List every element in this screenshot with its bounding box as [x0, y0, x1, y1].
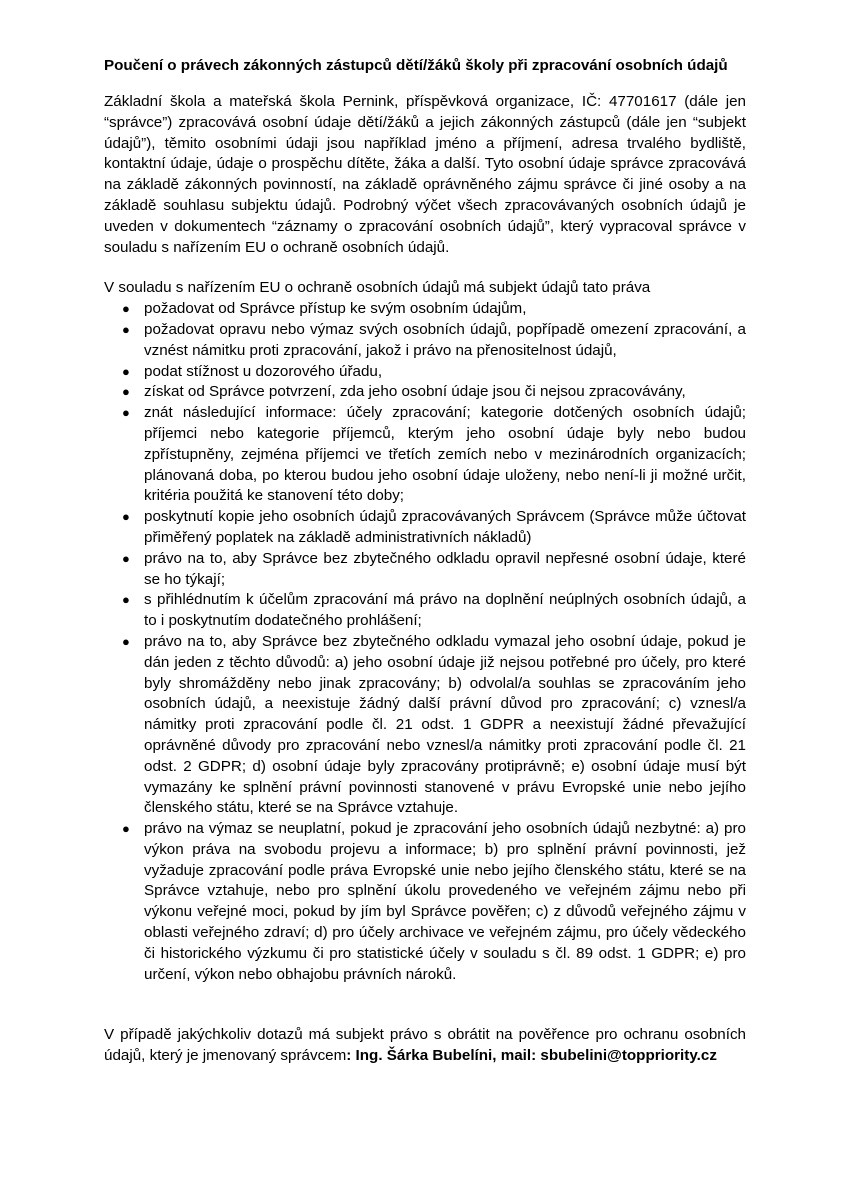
bullet-icon: ● — [122, 509, 130, 525]
list-item-text: právo na výmaz se neuplatní, pokud je zpracování jeho osobních údajů nezbytné: a) pro výkon práva na svobodu projevu a informace; b) pro splnění právní povinnosti, jež vyžaduje zpracování podle práva Evropské unie nebo jejího členského státu, které se na Správce vztahuje, nebo pro splnění úkolu provedeného ve veřejném zájmu nebo při výkonu veřejné moci, pokud by jím byl Správce pověřen; c) z důvodů veřejného zájmu v oblasti veřejného zdraví; d) pro účely archivace ve veřejném zájmu, pro účely vědeckého či historického výzkumu či pro statistické účely v souladu s čl. 89 odst. 1 GDPR; e) pro určení, výkon nebo obhajobu právních nároků. — [144, 820, 746, 983]
list-item-text: získat od Správce potvrzení, zda jeho osobní údaje jsou či nejsou zpracovávány, — [144, 383, 686, 401]
list-item-text: znát následující informace: účely zpracování; kategorie dotčených osobních údajů; příjemci nebo kategorie příjemců, kterým jeho osobní údaje byly nebo budou zpřístupněny, zejména příjemci ve třetích zemích nebo v mezinárodních organizacích; plánovaná doba, po kterou budou jeho osobní údaje uloženy, nebo není-li ji možné určit, kritéria použitá ke stanovení této doby; — [144, 404, 746, 505]
list-item — [104, 382, 746, 403]
contact-info: : Ing. Šárka Bubelíni, mail: sbubelini@toppriority.cz — [346, 1047, 717, 1065]
bullet-icon: ● — [122, 363, 130, 379]
list-item-text: právo na to, aby Správce bez zbytečného odkladu opravil nepřesné osobní údaje, které se ho týkají; — [144, 549, 746, 588]
list-item-text: požadovat od Správce přístup ke svým osobním údajům, — [144, 300, 527, 318]
bullet-icon: ● — [122, 384, 130, 400]
bullet-icon: ● — [122, 405, 130, 421]
closing-paragraph — [104, 1025, 746, 1067]
bullet-icon: ● — [122, 821, 130, 837]
list-item — [104, 403, 746, 507]
bullet-icon: ● — [122, 550, 130, 566]
list-item — [104, 507, 746, 549]
closing-text: V případě jakýchkoliv dotazů má subjekt právo s obrátit na pověřence pro ochranu osobních údajů, který je jmenovaný správcem — [104, 1026, 746, 1065]
list-item-text: s přihlédnutím k účelům zpracování má právo na doplnění neúplných osobních údajů, a to i poskytnutím dodatečného prohlášení; — [144, 591, 746, 630]
document-title: Poučení o právech zákonných zástupců dětí/žáků školy při zpracování osobních údajů — [104, 57, 728, 74]
list-item — [104, 590, 746, 632]
rights-intro: V souladu s nařízením EU o ochraně osobních údajů má subjekt údajů tato práva — [104, 279, 651, 297]
bullet-icon: ● — [122, 592, 130, 608]
list-item — [104, 320, 746, 362]
bullet-icon: ● — [122, 301, 130, 317]
document-page — [104, 56, 746, 1067]
bullet-icon: ● — [122, 633, 130, 649]
list-item-text: požadovat opravu nebo výmaz svých osobních údajů, popřípadě omezení zpracování, a vznést námitku proti zpracování, jakož i právo na přenositelnost údajů, — [144, 320, 746, 359]
list-item-text: právo na to, aby Správce bez zbytečného odkladu vymazal jeho osobní údaje, pokud je dán jeden z těchto důvodů: a) jeho osobní údaje již nejsou potřebné pro účely, pro které byly shromážděny nebo jinak zpracovány; b) odvolal/a souhlas se zpracováním jeho osobních údajů, a neexistuje žádný další právní důvod pro zpracování; c) vznesl/a námitky proti zpracování podle čl. 21 odst. 1 GDPR a neexistují žádné převažující oprávněné důvody pro zpracování nebo vznesl/a námitky proti zpracování podle čl. 21 odst. 2 GDPR; d) osobní údaje byly zpracovány protiprávně; e) osobní údaje musí být vymazány ke splnění právní povinnosti stanovené v právu Evropské unie nebo jejího členského státu, které se na Správce vztahuje. — [144, 632, 746, 817]
list-item — [104, 362, 746, 383]
intro-paragraph: Základní škola a mateřská škola Pernink, příspěvková organizace, IČ: 47701617 (dále jen “správce”) zpracovává osobní údaje dětí/žáků a jejich zákonných zástupců (dále jen “subjekt údajů”), těmito osobními údaji jsou například jméno a příjmení, adresa trvalého bydliště, kontaktní údaje, údaje o prospěchu dítěte, žáka a další. Tyto osobní údaje správce zpracovává na základě zákonných povinností, na základě oprávněného zájmu správce či jiné osoby a na základě souhlasu subjektu údajů. Podrobný výčet všech zpracovávaných osobních údajů je uveden v dokumentech “záznamy o zpracování osobních údajů”, který vypracoval správce v souladu s nařízením EU o ochraně osobních údajů. — [104, 93, 746, 256]
list-item — [104, 299, 746, 320]
list-item — [104, 632, 746, 819]
bullet-icon: ● — [122, 321, 130, 337]
list-item-text: poskytnutí kopie jeho osobních údajů zpracovávaných Správcem (Správce může účtovat přiměřený poplatek na základě administrativních nákladů) — [144, 508, 746, 546]
rights-list — [104, 299, 746, 985]
list-item-text: podat stížnost u dozorového úřadu, — [144, 362, 383, 380]
list-item — [104, 549, 746, 591]
list-item — [104, 819, 746, 985]
